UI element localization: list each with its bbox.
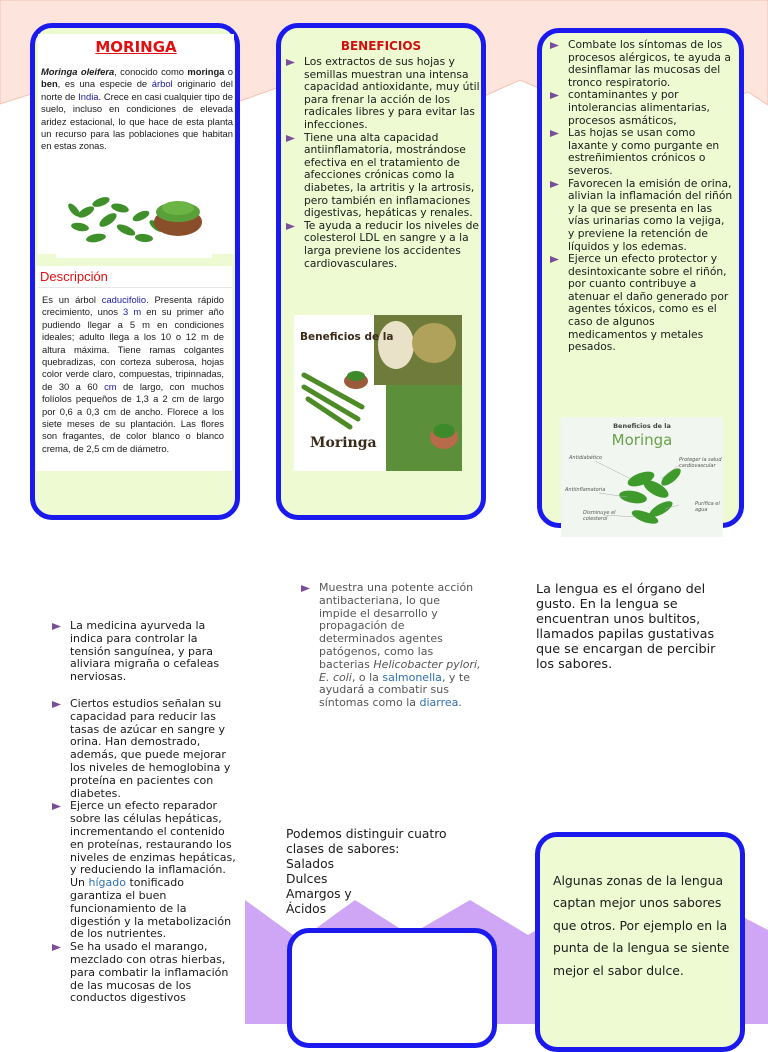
- beneficio-text: Te ayuda a reducir los niveles de colesterol LDL en sangre y a la larga previene los accidentes cardiovasculares.: [304, 218, 479, 270]
- link-salmonella[interactable]: salmonella: [382, 670, 442, 684]
- flavor-item: Amargos y: [286, 886, 352, 901]
- flavor-item: Salados: [286, 856, 335, 871]
- arrow-bullet-icon: [550, 181, 559, 188]
- infographic-label: Antiinflamatoria: [565, 487, 606, 493]
- link-cm[interactable]: cm: [104, 380, 117, 392]
- benefit-text: Ejerce un efecto protector y desintoxicante sobre el riñón, por cuanto contribuye a atenuar el daño generado por agentes tóxicos, como es el caso de algunos medicamentos y metales pesados.: [568, 252, 729, 354]
- flavors-intro: Podemos distinguir cuatro clases de sabores:: [286, 827, 447, 856]
- intro-text-1: , conocido como: [114, 66, 188, 77]
- item-text: , o la: [351, 670, 383, 684]
- list-item: [50, 800, 236, 941]
- list-item: [548, 127, 734, 177]
- item-text: Ejerce un efecto reparador sobre las células hepáticas, incrementando el contenido en proteínas, restaurando los niveles de enzimas hepáticas, y reduciendo la inflamación.: [70, 799, 236, 877]
- item-text: tonificado garantiza el buen funcionamiento de la digestión y la metabolización de los nutrientes.: [70, 876, 232, 941]
- flavors-block: [286, 827, 476, 916]
- infographic-title-1: Beneficios de la: [613, 422, 671, 430]
- tongue-zones-text: Algunas zonas de la lengua captan mejor unos sabores que otros. Por ejemplo en la punta de la lengua se siente mejor el sabor dulce.: [553, 873, 730, 978]
- arrow-bullet-icon: [52, 944, 61, 951]
- item-text: , y te ayudará a combatir sus síntomas como la: [319, 670, 471, 710]
- list-item: [50, 698, 236, 800]
- more-benefits-list: [548, 39, 734, 354]
- description-text: [42, 294, 224, 455]
- benefit-text: Favorecen la emisión de orina, alivian la inflamación del riñón y la que se presenta en las vías urinarias como la vejiga, y previene la retención de líquidos y los edemas.: [568, 176, 733, 253]
- panel-title-moringa: MORINGA: [95, 38, 177, 56]
- arrow-bullet-icon: [286, 59, 295, 66]
- beneficio-text: Tiene una alta capacidad antiinflamatoria, mostrándose efectiva en el tratamiento de afecciones crónicas como la diabetes, la artritis y la artrosis, pero también en inflamaciones digestivas, hepáticas y renales.: [304, 130, 475, 220]
- arrow-bullet-icon: [301, 585, 310, 592]
- intro-text-3: , es una especie de: [57, 78, 152, 90]
- item-text: La medicina ayurveda la indica para controlar la tensión sanguínea, y para aliviara migraña o cefaleas nerviosas.: [70, 619, 220, 684]
- collage-caption-2: Moringa: [310, 435, 377, 451]
- intro-text-5: . Crece en casi cualquier tipo de suelo, incluso en condiciones de elevada aridez estacional, lo que hace de esta planta un recurso para las poblaciones que habitan en estas zonas.: [41, 90, 233, 152]
- tongue-text: La lengua es el órgano del gusto. En la lengua se encuentran unos bultitos, llamados papilas gustativas que se encargan de percibir los sabores.: [536, 582, 716, 672]
- link-arbol[interactable]: árbol: [151, 78, 173, 90]
- arrow-bullet-icon: [52, 803, 61, 810]
- item-text: Ciertos estudios señalan su capacidad para reducir las tasas de azúcar en sangre y orina. Han demostrado, además, que puede mejorar los niveles de hemoglobina y proteína en pacientes con diabetes.: [70, 696, 231, 800]
- link-higado[interactable]: hígado: [88, 876, 126, 890]
- arrow-bullet-icon: [52, 623, 61, 630]
- benefit-text: contaminantes y por intolerancias alimentarias, procesos asmáticos,: [568, 88, 710, 127]
- moringa-infographic: [561, 417, 723, 537]
- item-text: .: [458, 696, 462, 710]
- item-text: Muestra una potente acción antibacteriana, lo que impide el desarrollo y propagación de determinados agentes patógenos, como las bacterias: [319, 581, 474, 671]
- arrow-bullet-icon: [52, 701, 61, 708]
- infographic-label: Antidiabético: [569, 455, 602, 461]
- beneficios-moringa-image: [294, 315, 462, 471]
- desc-text-1: Es un árbol: [42, 294, 102, 305]
- arrow-bullet-icon: [286, 223, 295, 230]
- benefit-text: Combate los síntomas de los procesos alérgicos, te ayuda a desinflamar las mucosas del tronco respiratorio.: [568, 38, 731, 89]
- list-item: [50, 941, 236, 1005]
- arrow-bullet-icon: [550, 92, 559, 99]
- infographic-label: Disminuye el colesterol: [583, 510, 616, 522]
- list-item: [284, 220, 480, 270]
- arrow-bullet-icon: [550, 256, 559, 263]
- benefit-text: Las hojas se usan como laxante y como purgante en estreñimientos crónicos o severos.: [568, 126, 720, 177]
- list-item: [548, 89, 734, 127]
- list-item: [548, 39, 734, 89]
- list-item: [284, 56, 480, 132]
- lower-left-list: [50, 620, 236, 1005]
- beneficio-text: Los extractos de sus hojas y semillas muestran una intensa capacidad antioxidante, muy útil para frenar la acción de los radicales libres y para evitar las infecciones.: [304, 55, 480, 131]
- beneficios-list: [284, 56, 480, 270]
- description-heading: Descripción: [40, 269, 108, 284]
- list-item: [548, 253, 734, 354]
- link-3m[interactable]: 3 m: [123, 306, 142, 318]
- description-divider: [38, 287, 232, 288]
- arrow-bullet-icon: [286, 135, 295, 142]
- infographic-label: Purifica el agua: [695, 501, 720, 513]
- collage-caption-1: Beneficios de la: [300, 331, 394, 343]
- species-name: Moringa oleifera: [41, 66, 115, 77]
- list-item: [50, 620, 236, 684]
- desc-text-2: . Presenta rápido crecimiento, unos: [42, 294, 224, 318]
- desc-text-4: de largo, con muchos folíolos pequeños de 1,3 a 2 cm de largo por 0,6 a 0,3 cm de ancho. Florece a los siete meses de su plantación. Las flores son fragantes, de color blanco o blanco crema, de 2,5 cm de diámetro.: [42, 380, 224, 454]
- item-text: Se ha usado el marango, mezclado con otras hierbas, para combatir la inflamación de las mucosas de los conductos digestivos: [70, 940, 229, 1005]
- moringa-leaves-image: [56, 172, 212, 258]
- arrow-bullet-icon: [550, 130, 559, 137]
- list-item: [548, 178, 734, 254]
- antibacterial-list: [299, 582, 481, 710]
- bottom-middle-card: [287, 928, 497, 1048]
- arrow-bullet-icon: [550, 42, 559, 49]
- list-item: [299, 582, 481, 710]
- intro-text-2: o: [224, 66, 233, 77]
- list-item: [284, 132, 480, 220]
- infographic-title-2: Moringa: [611, 431, 673, 449]
- intro-text-4: originario del norte de: [41, 78, 233, 102]
- intro-bold-1: moringa: [187, 66, 225, 77]
- infographic-label: Proteger la salud cardiovascular: [679, 457, 722, 469]
- item-text: Un: [70, 876, 89, 890]
- flavor-item: Dulces: [286, 871, 328, 886]
- flavor-item: Ácidos: [286, 901, 327, 916]
- bacteria-names: Helicobacter pylori, E. coli: [319, 657, 481, 684]
- desc-text-3: en su primer año pudiendo llegar a 5 m en condiciones ideales; adulto llega a los 10 o 12 m de altura máxima. Tiene ramas colgantes quebradizas, con corteza suberosa, hojas color verde claro, compuestas, tripinnadas, de 30 a 60: [42, 306, 224, 392]
- intro-bold-2: ben: [41, 78, 58, 90]
- moringa-intro-text: [41, 66, 233, 153]
- link-caducifolio[interactable]: caducifolio: [101, 294, 147, 305]
- panel-title-beneficios: BENEFICIOS: [340, 39, 422, 53]
- link-diarrea[interactable]: diarrea: [419, 696, 459, 710]
- link-india[interactable]: India: [78, 90, 99, 102]
